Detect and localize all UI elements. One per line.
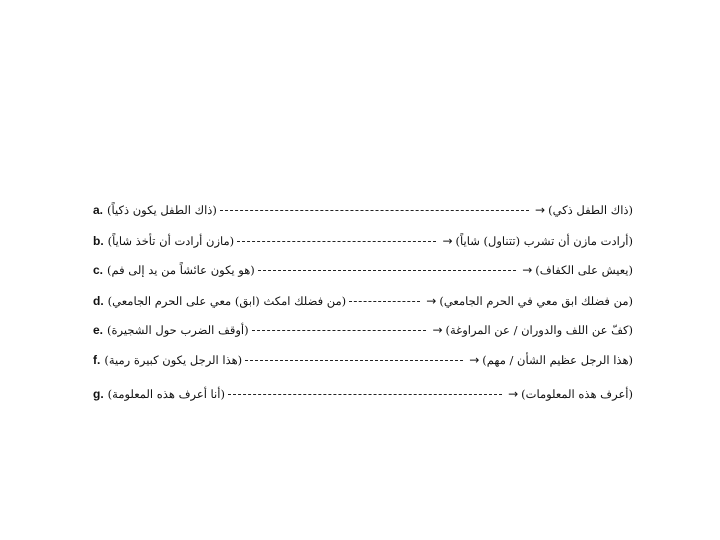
item-letter: b.	[93, 234, 104, 248]
corrected-phrase: (أرادت مازن أن تشرب (تتناول) شاياً)	[455, 234, 633, 248]
original-phrase: (مازن أرادت أن تأخذ شاياً)	[107, 234, 235, 248]
list-item-d	[93, 290, 633, 312]
original-phrase: (هذا الرجل يكون كبيرة رمية)	[104, 353, 243, 367]
right-arrow-icon: →	[535, 203, 546, 217]
dashed-leader	[252, 330, 427, 331]
list-item-g	[93, 383, 633, 405]
original-phrase: (من فضلك امكث (ابق) معي على الحرم الجامعي)	[107, 294, 347, 308]
list-item-a	[93, 199, 633, 221]
original-phrase: (هو يكون عائشاً من يد إلى فم)	[107, 263, 255, 277]
item-letter: e.	[93, 323, 104, 337]
right-arrow-icon: →	[508, 387, 519, 401]
list-item-c	[93, 259, 633, 281]
dashed-leader	[349, 301, 420, 302]
corrected-phrase: (يعيش على الكفاف)	[535, 263, 633, 277]
corrected-phrase: (كفّ عن اللف والدوران / عن المراوغة)	[445, 323, 633, 337]
item-letter: g.	[93, 387, 104, 401]
item-letter: f.	[93, 353, 101, 367]
corrected-phrase: (ذاك الطفل ذكي)	[548, 203, 633, 217]
original-phrase: (ذاك الطفل يكون ذكياً)	[107, 203, 217, 217]
right-arrow-icon: →	[522, 263, 533, 277]
list-item-b	[93, 230, 633, 252]
item-letter: d.	[93, 294, 104, 308]
original-phrase: (أوقف الضرب حول الشجيرة)	[107, 323, 249, 337]
dashed-leader	[258, 270, 516, 271]
right-arrow-icon: →	[469, 353, 480, 367]
list-item-f	[93, 349, 633, 371]
right-arrow-icon: →	[442, 234, 453, 248]
original-phrase: (أنا أعرف هذه المعلومة)	[107, 387, 225, 401]
right-arrow-icon: →	[432, 323, 443, 337]
item-letter: c.	[93, 263, 104, 277]
list-item-e	[93, 319, 633, 341]
corrected-phrase: (هذا الرجل عظيم الشأن / مهم)	[482, 353, 633, 367]
right-arrow-icon: →	[426, 294, 437, 308]
dashed-leader	[245, 360, 463, 361]
corrected-phrase: (أعرف هذه المعلومات)	[521, 387, 633, 401]
item-letter: a.	[93, 203, 104, 217]
corrected-phrase: (من فضلك ابق معي في الحرم الجامعي)	[439, 294, 633, 308]
dashed-leader	[237, 241, 436, 242]
dashed-leader	[228, 394, 502, 395]
dashed-leader	[220, 210, 529, 211]
